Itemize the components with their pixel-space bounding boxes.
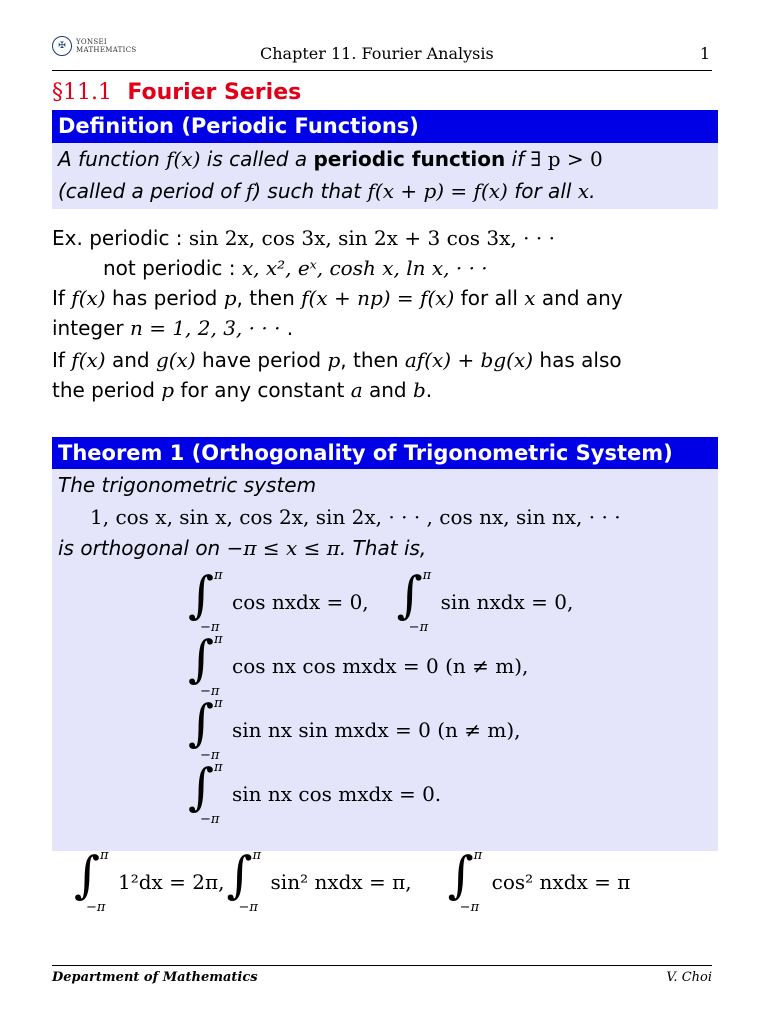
norm-one: 1²dx = 2π, — [118, 870, 225, 894]
section-title — [52, 80, 301, 105]
footer-author: V. Choi — [666, 970, 712, 985]
integral-sign-icon: ∫ π −π — [188, 694, 223, 763]
definition-body — [52, 143, 718, 209]
logo-line-2: MATHEMATICS — [76, 46, 137, 54]
equation-cos-cos: ∫ π −π cos nx cos mxdx = 0 (n ≠ m), — [188, 630, 529, 699]
section-name: Fourier Series — [127, 80, 302, 105]
definition-line-2: (called a period of f) such that f(x + p) = f(x) for all x. — [58, 179, 596, 203]
footer-rule — [52, 965, 712, 966]
paragraph-1-line-2: integer n = 1, 2, 3, · · · . — [52, 316, 294, 340]
trig-system: 1, cos x, sin x, cos 2x, sin 2x, · · · , cos nx, sin nx, · · · — [90, 505, 621, 529]
orthogonality-statement: is orthogonal on −π ≤ x ≤ π. That is, — [58, 536, 427, 560]
norm-equations — [72, 846, 631, 915]
theorem-intro: The trigonometric system — [58, 473, 317, 497]
integral-sign-icon: ∫ π −π — [226, 846, 262, 915]
integral-sign-icon: ∫ π −π — [447, 846, 483, 915]
paragraph-1-line-1: If f(x) has period p, then f(x + np) = f(x) for all x and any — [52, 286, 623, 310]
norm-cos: cos² nxdx = π — [491, 870, 631, 894]
definition-line-1: A function f(x) is called a periodic function if ∃ p > 0 — [58, 147, 603, 171]
paragraph-2-line-2: the period p for any constant a and b. — [52, 378, 433, 402]
equation-sin-sin: ∫ π −π sin nx sin mxdx = 0 (n ≠ m), — [188, 694, 521, 763]
integral-sign-icon: ∫ π −π — [188, 758, 223, 827]
header-rule — [52, 70, 712, 71]
university-logo — [52, 36, 136, 56]
yonsei-seal-icon: ✠ — [52, 36, 72, 56]
norm-sin: sin² nxdx = π, — [270, 870, 412, 894]
integral-sign-icon: ∫ π −π — [188, 630, 223, 699]
equation-sin-cos: ∫ π −π sin nx cos mxdx = 0. — [188, 758, 442, 827]
example-not-periodic: not periodic : x, x², eˣ, cosh x, ln x, · · · — [103, 256, 488, 280]
theorem-header: Theorem 1 (Orthogonality of Trigonometric System) — [52, 437, 718, 469]
integral-sign-icon: ∫ π −π — [74, 846, 109, 915]
periodic-function-term: periodic function — [313, 147, 506, 171]
paragraph-2-line-1: If f(x) and g(x) have period p, then af(x) + bg(x) has also — [52, 348, 622, 372]
definition-header: Definition (Periodic Functions) — [52, 110, 718, 143]
page-number: 1 — [699, 44, 710, 63]
example-periodic: Ex. periodic : sin 2x, cos 3x, sin 2x + 3 cos 3x, · · · — [52, 226, 555, 250]
logo-line-1: YONSEI — [76, 38, 107, 46]
integral-sign-icon: ∫ π −π — [188, 566, 223, 635]
page-header — [52, 36, 712, 70]
footer-department: Department of Mathematics — [52, 970, 258, 985]
integral-sign-icon: ∫ π −π — [396, 566, 432, 635]
section-number: §11.1 — [52, 80, 112, 105]
equation-cos-sin-zero: ∫ π −π cos nxdx = 0, ∫ π −π sin nxdx = 0, — [188, 566, 574, 635]
chapter-title: Chapter 11. Fourier Analysis — [260, 44, 494, 63]
